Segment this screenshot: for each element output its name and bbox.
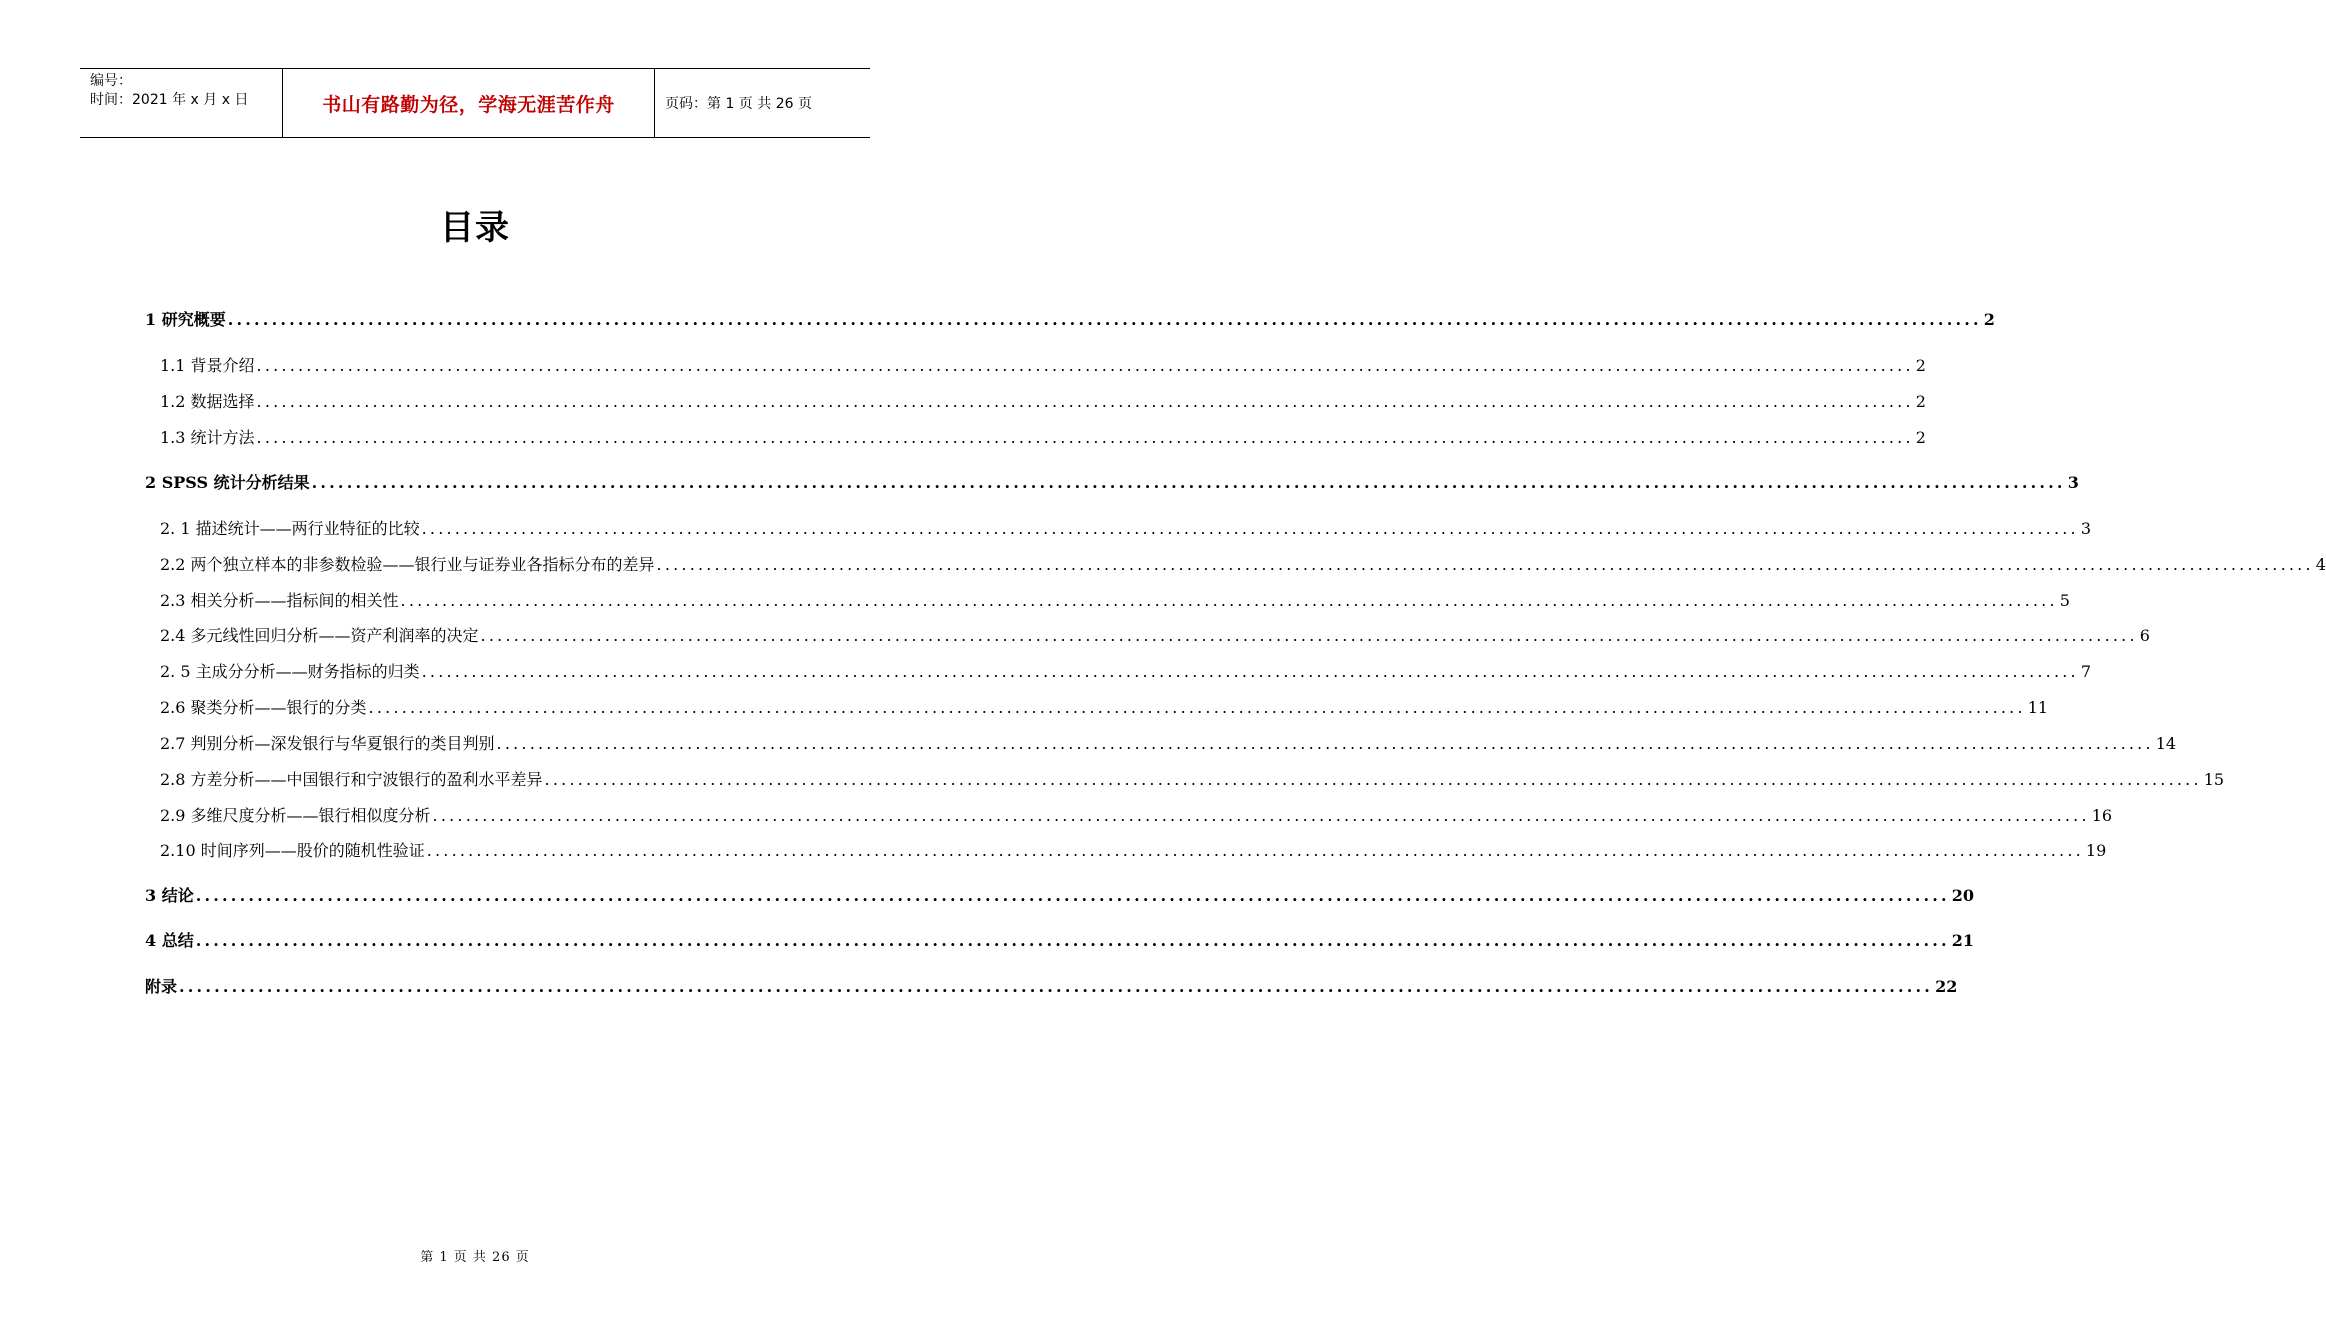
toc-entry-label: 4 总结	[145, 931, 194, 950]
toc-entry[interactable]	[160, 625, 2150, 647]
toc-entry[interactable]	[160, 355, 1926, 377]
toc-entry[interactable]	[160, 590, 2070, 612]
toc-entry-page-number: 3	[2080, 519, 2091, 538]
toc-dot-leader: ........................................................................................................................................................................................................	[195, 931, 1950, 950]
toc-entry-label: 2.7 判别分析—深发银行与华夏银行的类目判别	[160, 734, 495, 753]
toc-entry[interactable]	[160, 805, 2113, 827]
page-footer: 第 1 页 共 26 页	[420, 1250, 530, 1265]
toc-entry-label: 2 SPSS 统计分析结果	[145, 473, 310, 492]
toc-dot-leader: ........................................................................................................................................................................................................	[256, 392, 1914, 411]
toc-entry-page-number: 2	[1915, 356, 1926, 375]
toc-entry-page-number: 15	[2203, 770, 2225, 789]
toc-entry[interactable]	[160, 840, 2107, 862]
toc-dot-leader: ........................................................................................................................................................................................................	[179, 977, 1934, 996]
toc-entry[interactable]	[145, 885, 1975, 907]
toc-entry-label: 2. 1 描述统计——两行业特征的比较	[160, 519, 420, 538]
toc-entry-label: 2.9 多维尺度分析——银行相似度分析	[160, 806, 431, 825]
toc-entry-label: 2. 5 主成分分析——财务指标的归类	[160, 662, 420, 681]
toc-entry-label: 2.10 时间序列——股价的随机性验证	[160, 841, 425, 860]
toc-entry-page-number: 5	[2059, 591, 2070, 610]
toc-dot-leader: ........................................................................................................................................................................................................	[227, 310, 1982, 329]
toc-entry-page-number: 22	[1935, 977, 1958, 996]
toc-entry-label: 2.8 方差分析——中国银行和宁波银行的盈利水平差异	[160, 770, 543, 789]
toc-entry-label: 1.3 统计方法	[160, 428, 255, 447]
document-date: 时间：2021 年 x 月 x 日	[90, 92, 249, 108]
toc-entry[interactable]	[160, 697, 2049, 719]
toc-dot-leader: ........................................................................................................................................................................................................	[400, 591, 2058, 610]
toc-entry[interactable]	[145, 472, 2079, 494]
toc-dot-leader: ........................................................................................................................................................................................................	[421, 662, 2079, 681]
toc-entry[interactable]	[160, 518, 2091, 540]
toc-entry-page-number: 20	[1951, 886, 1975, 905]
toc-entry[interactable]	[160, 427, 1926, 449]
toc-entry-page-number: 2	[1915, 428, 1926, 447]
toc-dot-leader: ........................................................................................................................................................................................................	[480, 626, 2138, 645]
toc-entry-page-number: 19	[2085, 841, 2107, 860]
toc-entry-label: 2.2 两个独立样本的非参数检验——银行业与证券业各指标分布的差异	[160, 555, 655, 574]
document-number-label: 编号：	[90, 73, 132, 89]
toc-entry-page-number: 16	[2091, 806, 2113, 825]
toc-entry-label: 2.4 多元线性回归分析——资产利润率的决定	[160, 626, 479, 645]
toc-entry[interactable]	[160, 769, 2225, 791]
toc-entry-page-number: 2	[1915, 392, 1926, 411]
toc-dot-leader: ........................................................................................................................................................................................................	[544, 770, 2202, 789]
header-page-info: 页码：第 1 页 共 26 页	[665, 96, 812, 112]
toc-entry-page-number: 14	[2155, 734, 2177, 753]
toc-entry[interactable]	[160, 391, 1926, 413]
toc-entry[interactable]	[145, 309, 1995, 331]
toc-entry[interactable]	[145, 930, 1975, 952]
toc-dot-leader: ........................................................................................................................................................................................................	[656, 555, 2314, 574]
toc-entry-page-number: 21	[1951, 931, 1975, 950]
toc-entry-label: 1.1 背景介绍	[160, 356, 255, 375]
toc-entry-label: 3 结论	[145, 886, 194, 905]
toc-dot-leader: ........................................................................................................................................................................................................	[421, 519, 2079, 538]
toc-entry-label: 1.2 数据选择	[160, 392, 255, 411]
toc-entry-page-number: 7	[2080, 662, 2091, 681]
toc-dot-leader: ........................................................................................................................................................................................................	[426, 841, 2084, 860]
toc-dot-leader: ........................................................................................................................................................................................................	[195, 886, 1950, 905]
toc-dot-leader: ........................................................................................................................................................................................................	[496, 734, 2154, 753]
toc-dot-leader: ........................................................................................................................................................................................................	[368, 698, 2026, 717]
toc-entry-page-number: 4	[2315, 555, 2326, 574]
toc-dot-leader: ........................................................................................................................................................................................................	[256, 356, 1914, 375]
toc-entry-label: 附录	[145, 977, 178, 996]
toc-entry-label: 2.6 聚类分析——银行的分类	[160, 698, 367, 717]
toc-entry-label: 2.3 相关分析——指标间的相关性	[160, 591, 399, 610]
toc-entry[interactable]	[160, 661, 2091, 683]
toc-entry-label: 1 研究概要	[145, 310, 226, 329]
toc-dot-leader: ........................................................................................................................................................................................................	[311, 473, 2066, 492]
toc-entry-page-number: 6	[2139, 626, 2150, 645]
header-motto: 书山有路勤为径，学海无涯苦作舟	[282, 69, 655, 137]
toc-entry-page-number: 2	[1983, 310, 1995, 329]
page-title: 目录	[440, 208, 510, 248]
toc-entry-page-number: 3	[2067, 473, 2079, 492]
toc-dot-leader: ........................................................................................................................................................................................................	[432, 806, 2090, 825]
toc-entry[interactable]	[160, 733, 2177, 755]
toc-entry[interactable]	[160, 554, 2326, 576]
toc-entry-page-number: 11	[2027, 698, 2049, 717]
toc-entry[interactable]	[145, 976, 1958, 998]
toc-dot-leader: ........................................................................................................................................................................................................	[256, 428, 1914, 447]
